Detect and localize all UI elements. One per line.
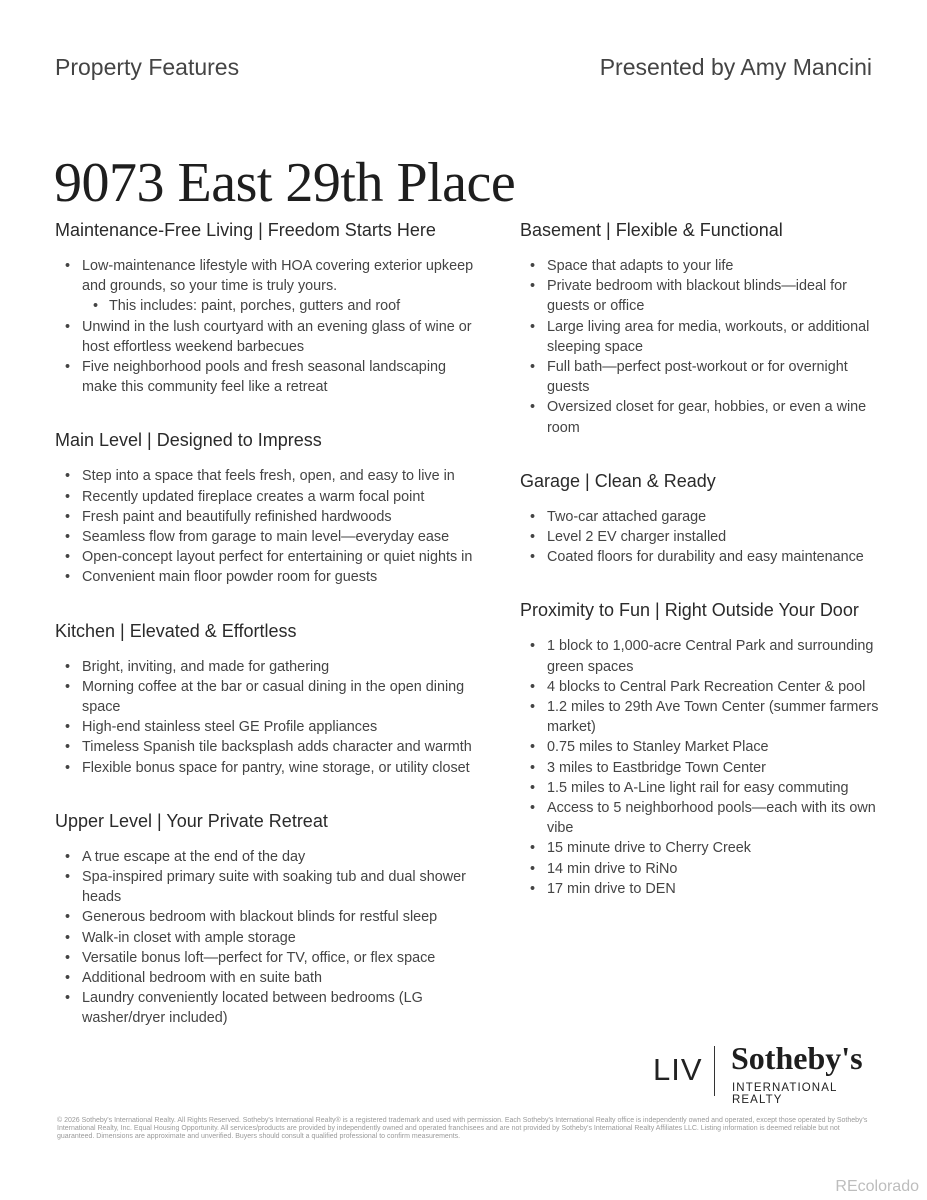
section-maintenance-free-living — [55, 218, 485, 397]
feature-item: • Two-car attached garage — [520, 507, 880, 527]
feature-item: • 4 blocks to Central Park Recreation Center & pool — [520, 677, 880, 697]
feature-item: • Coated floors for durability and easy maintenance — [520, 547, 880, 567]
feature-item: • Recently updated fireplace creates a warm focal point — [55, 487, 485, 507]
section-upper-level — [55, 809, 485, 1029]
feature-list — [55, 847, 485, 1029]
feature-list — [55, 256, 485, 397]
feature-item: • 14 min drive to RiNo — [520, 859, 880, 879]
left-column — [55, 218, 485, 1060]
watermark: REcolorado — [835, 1178, 919, 1195]
feature-item: • Generous bedroom with blackout blinds for restful sleep — [55, 907, 485, 927]
feature-sub-item: • This includes: paint, porches, gutters and roof — [55, 296, 485, 316]
feature-item: • Timeless Spanish tile backsplash adds character and warmth — [55, 737, 485, 757]
feature-item: • High-end stainless steel GE Profile appliances — [55, 717, 485, 737]
feature-item: • 1 block to 1,000-acre Central Park and surrounding green spaces — [520, 636, 880, 676]
feature-item: • Unwind in the lush courtyard with an evening glass of wine or host effortless weekend barbecues — [55, 317, 485, 357]
feature-item: • Private bedroom with blackout blinds—ideal for guests or office — [520, 276, 880, 316]
section-heading: Basement | Flexible & Functional — [520, 220, 783, 240]
feature-list — [55, 657, 485, 778]
section-kitchen — [55, 619, 485, 778]
section-garage — [520, 469, 880, 568]
feature-item: • A true escape at the end of the day — [55, 847, 485, 867]
feature-list — [520, 256, 880, 438]
feature-item: • 1.2 miles to 29th Ave Town Center (summer farmers market) — [520, 697, 880, 737]
feature-item: • 1.5 miles to A-Line light rail for easy commuting — [520, 778, 880, 798]
right-column — [520, 218, 880, 930]
feature-item: • Access to 5 neighborhood pools—each with its own vibe — [520, 798, 880, 838]
property-title: 9073 East 29th Place — [54, 151, 516, 214]
feature-item: • 15 minute drive to Cherry Creek — [520, 838, 880, 858]
feature-item: • 3 miles to Eastbridge Town Center — [520, 758, 880, 778]
feature-item: • Morning coffee at the bar or casual dining in the open dining space — [55, 677, 485, 717]
section-heading: Main Level | Designed to Impress — [55, 430, 322, 451]
feature-list — [520, 636, 880, 899]
header-label: Property Features — [55, 54, 240, 80]
feature-item: • Large living area for media, workouts, or additional sleeping space — [520, 317, 880, 357]
section-main-level — [55, 428, 485, 587]
feature-item: • Laundry conveniently located between bedrooms (LG washer/dryer included) — [55, 988, 485, 1028]
feature-item: • Spa-inspired primary suite with soaking tub and dual shower heads — [55, 867, 485, 907]
feature-item: • 0.75 miles to Stanley Market Place — [520, 737, 880, 757]
logo-liv-text: LIV — [653, 1052, 703, 1087]
feature-item: • Oversized closet for gear, hobbies, or even a wine room — [520, 397, 880, 437]
feature-list — [55, 466, 485, 587]
logo-divider — [714, 1046, 715, 1096]
logo-brand-text: Sotheby's — [731, 1040, 863, 1076]
feature-item: • Additional bedroom with en suite bath — [55, 968, 485, 988]
feature-item: • Space that adapts to your life — [520, 256, 880, 276]
feature-item: • Seamless flow from garage to main level—everyday ease — [55, 527, 485, 547]
legal-disclaimer: © 2026 Sotheby's International Realty. All Rights Reserved. Sotheby's International Realty® is a registered trademark and used with permission. Each Sotheby's International Realty office is independently owned and operated, except those operated by Sotheby's International Realty, Inc. Equal Housing Opportunity. All services/products are provided by independently owned and operated franchisees and are not provided by Sotheby's International Realty Affiliates LLC. Listing information is deemed reliable but not guaranteed. Dimensions are approximate and unverified. Buyers should consult a qualified professional to confirm measurements. — [57, 1117, 868, 1141]
section-proximity-to-fun — [520, 598, 880, 899]
feature-item: • Step into a space that feels fresh, open, and easy to live in — [55, 466, 485, 486]
feature-item: • Five neighborhood pools and fresh seasonal landscaping make this community feel like a retreat — [55, 357, 485, 397]
feature-item: • Full bath—perfect post-workout or for overnight guests — [520, 357, 880, 397]
section-basement — [520, 218, 880, 438]
feature-item: • Walk-in closet with ample storage — [55, 928, 485, 948]
feature-item: • Versatile bonus loft—perfect for TV, office, or flex space — [55, 948, 485, 968]
feature-item: • Level 2 EV charger installed — [520, 527, 880, 547]
section-heading: Kitchen | Elevated & Effortless — [55, 620, 297, 641]
feature-item: • 17 min drive to DEN — [520, 879, 880, 899]
section-heading: Maintenance-Free Living | Freedom Starts Here — [55, 220, 436, 240]
presenter-label: Presented by Amy Mancini — [599, 54, 872, 80]
brokerage-logo — [653, 1040, 873, 1106]
feature-item: • Fresh paint and beautifully refinished hardwoods — [55, 507, 485, 527]
section-heading: Upper Level | Your Private Retreat — [55, 810, 328, 831]
feature-item: • Flexible bonus space for pantry, wine storage, or utility closet — [55, 758, 485, 778]
section-heading: Garage | Clean & Ready — [520, 470, 716, 491]
section-heading: Proximity to Fun | Right Outside Your Door — [520, 600, 859, 621]
feature-item: • Convenient main floor powder room for guests — [55, 567, 485, 587]
logo-subtitle: INTERNATIONAL REALTY — [732, 1082, 838, 1106]
feature-item: • Low-maintenance lifestyle with HOA covering exterior upkeep and grounds, so your time is truly yours. — [55, 256, 485, 296]
feature-item: • Bright, inviting, and made for gathering — [55, 657, 485, 677]
feature-list — [520, 507, 880, 568]
feature-item: • Open-concept layout perfect for entertaining or quiet nights in — [55, 547, 485, 567]
